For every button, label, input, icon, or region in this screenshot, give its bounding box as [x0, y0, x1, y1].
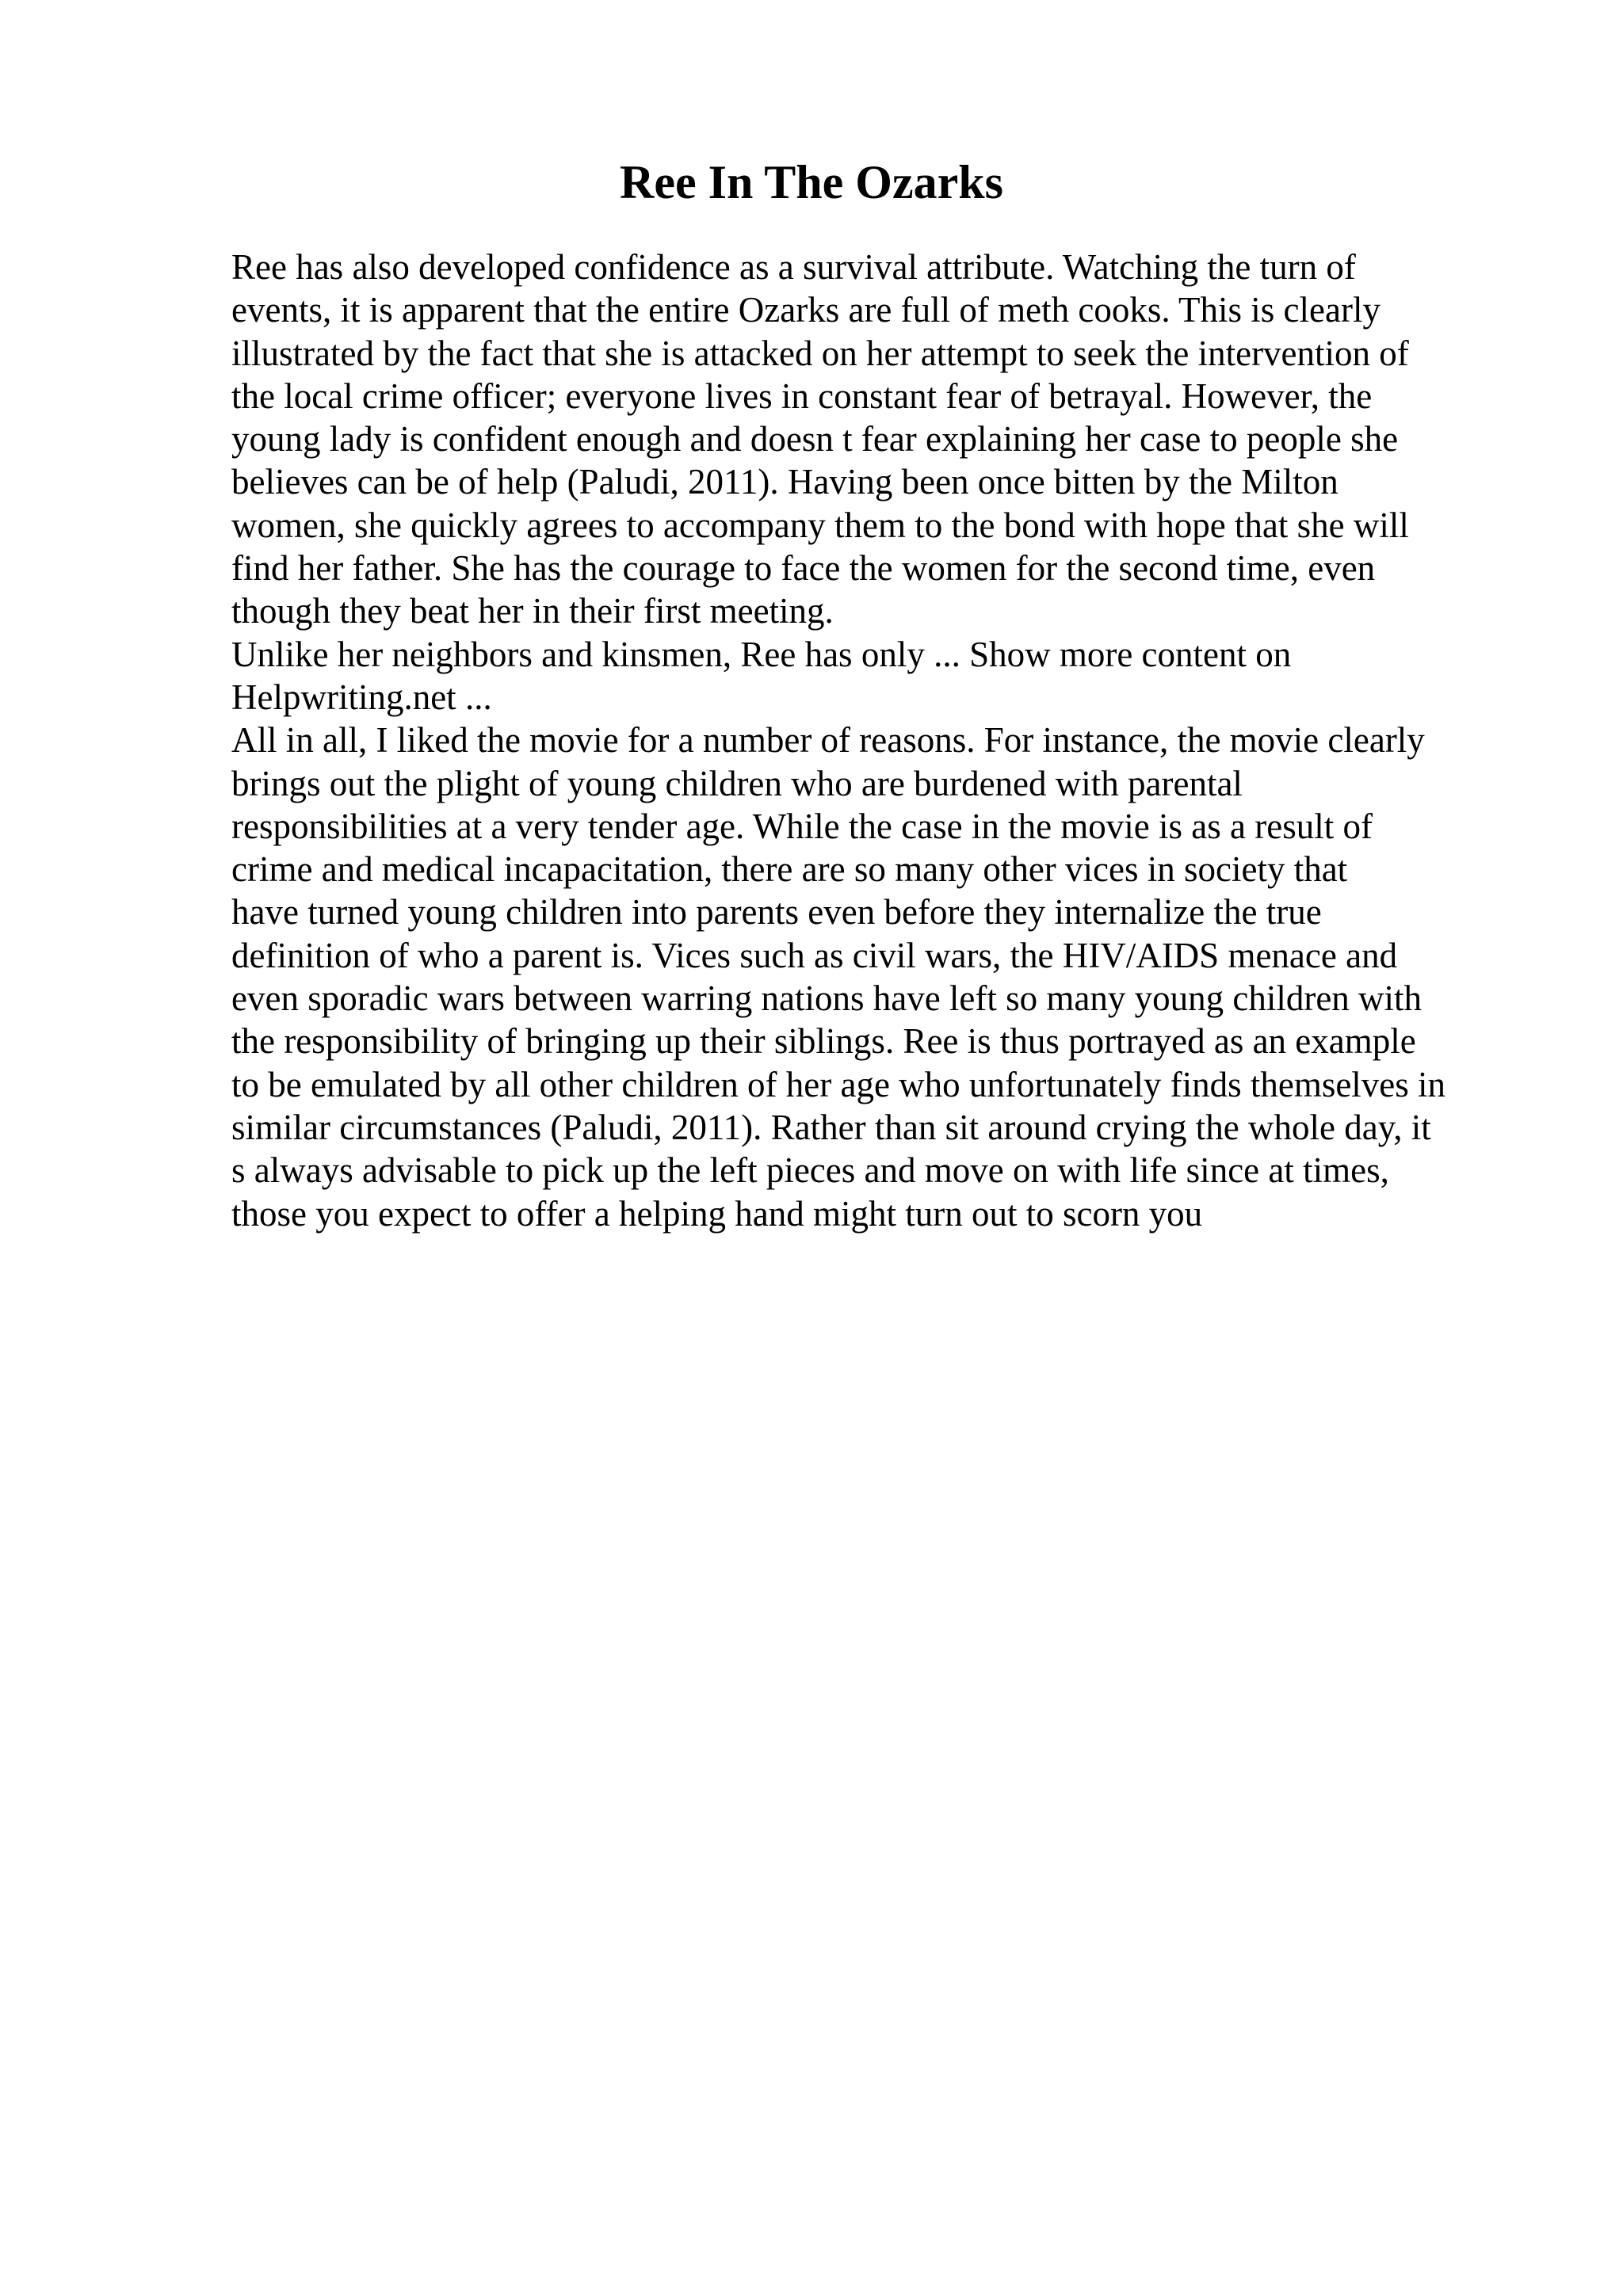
text-line: crime and medical incapacitation, there are so many other vices in society that — [231, 849, 1348, 890]
text-line: to be emulated by all other children of her age who unfortunately finds themselves in — [231, 1064, 1446, 1104]
text-line: have turned young children into parents even before they internalize the true — [231, 892, 1322, 933]
text-line: women, she quickly agrees to accompany them to the bond with hope that she will — [231, 505, 1409, 545]
text-line: definition of who a parent is. Vices such as civil wars, the HIV/AIDS menace and — [231, 935, 1398, 975]
text-line: young lady is confident enough and doesn t fear explaining her case to people she — [231, 419, 1399, 460]
text-line: those you expect to offer a helping hand might turn out to scorn you — [231, 1193, 1203, 1234]
text-line: illustrated by the fact that she is attacked on her attempt to seek the intervention of — [231, 333, 1409, 373]
text-line: responsibilities at a very tender age. While the case in the movie is as a result of — [231, 806, 1373, 846]
text-line: similar circumstances (Paludi, 2011). Rather than sit around crying the whole day, it — [231, 1107, 1431, 1147]
text-line: Unlike her neighbors and kinsmen, Ree has only ... Show more content on — [231, 634, 1292, 674]
text-line: the responsibility of bringing up their siblings. Ree is thus portrayed as an example — [231, 1021, 1416, 1062]
text-line: brings out the plight of young children who are burdened with parental — [231, 763, 1243, 803]
document-body — [231, 246, 1499, 1235]
text-line: Ree has also developed confidence as a survival attribute. Watching the turn of — [231, 247, 1356, 287]
document-title: Ree In The Ozarks — [620, 156, 1003, 208]
text-line: events, it is apparent that the entire Ozarks are full of meth cooks. This is clearly — [231, 290, 1381, 330]
text-line: Helpwriting.net ... — [231, 677, 492, 717]
text-line: s always advisable to pick up the left pieces and move on with life since at times, — [231, 1150, 1389, 1191]
text-line: though they beat her in their first meeting. — [231, 591, 834, 631]
text-line: the local crime officer; everyone lives in constant fear of betrayal. However, the — [231, 376, 1373, 416]
text-line: even sporadic wars between warring nations have left so many young children with — [231, 978, 1423, 1019]
text-line: All in all, I liked the movie for a number of reasons. For instance, the movie clearly — [231, 720, 1425, 761]
text-line: believes can be of help (Paludi, 2011). Having been once bitten by the Milton — [231, 462, 1338, 502]
text-line: find her father. She has the courage to face the women for the second time, even — [231, 548, 1376, 589]
